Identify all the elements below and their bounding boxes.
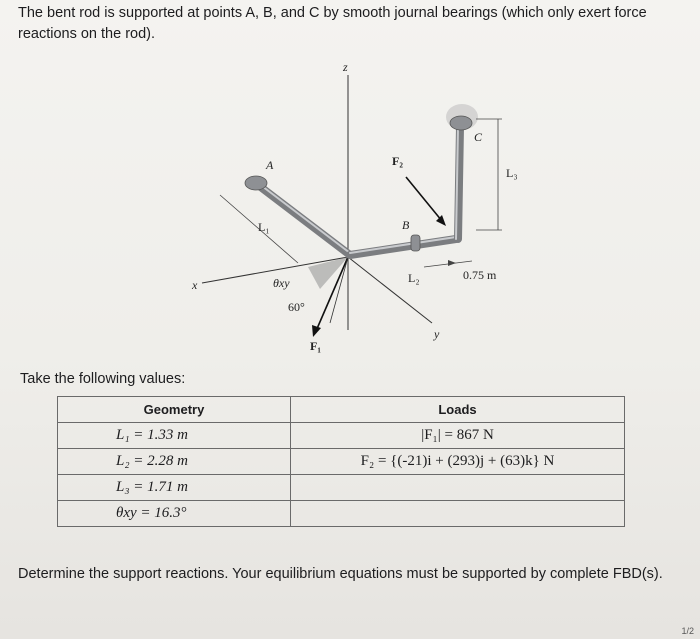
rod-segment-l2 [350, 239, 456, 255]
bearing-c-icon [450, 116, 472, 130]
values-table [57, 396, 625, 527]
problem-statement: The bent rod is supported at points A, B, and C by smooth journal bearings (which only exert force reactions on the rod). [18, 5, 647, 42]
point-b-label: B [402, 218, 410, 232]
loads-cell: |F₁| = 867 N [291, 423, 625, 449]
loads-cell [291, 475, 625, 501]
rod-segment-l1 [258, 185, 350, 255]
table-row [58, 475, 625, 501]
angle-60-label: 60° [288, 300, 305, 314]
l2-label: L₂ [408, 271, 420, 285]
f1-arrowhead-icon [312, 325, 321, 337]
geometry-cell: L₁ = 1.33 m [58, 423, 291, 449]
x-axis-label: x [192, 278, 198, 292]
loads-header: Loads [291, 397, 625, 423]
l1-label: L₁ [258, 220, 270, 234]
bearing-b-icon [411, 235, 420, 251]
geometry-cell: L₃ = 1.71 m [58, 475, 291, 501]
z-axis-label: z [343, 60, 348, 74]
loads-cell: F₂ = {(-21)i + (293)j + (63)k} N [291, 449, 625, 475]
bent-rod-figure [180, 55, 540, 360]
f2-arrow [406, 177, 442, 221]
table-header-row [58, 397, 625, 423]
theta-wedge [308, 257, 348, 289]
table-row [58, 449, 625, 475]
geometry-header: Geometry [58, 397, 291, 423]
loads-cell [291, 501, 625, 527]
page-number: 1/2 [681, 626, 694, 636]
theta-label: θxy [273, 276, 290, 290]
y-axis-label: y [434, 327, 440, 341]
point-a-label: A [266, 158, 274, 172]
rod-segment-l1-highlight [258, 183, 350, 253]
point-c-label: C [474, 130, 483, 144]
values-intro: Take the following values: [20, 371, 186, 387]
f1-label: F₁ [310, 339, 321, 353]
geometry-cell: L₂ = 2.28 m [58, 449, 291, 475]
geometry-cell: θxy = 16.3° [58, 501, 291, 527]
bearing-a-icon [245, 176, 267, 190]
dim-075-arrowhead-icon [448, 260, 456, 266]
f2-label: F₂ [392, 154, 403, 168]
dimension-075-label: 0.75 m [463, 268, 497, 282]
table-row [58, 423, 625, 449]
l3-label: L₃ [506, 166, 518, 180]
task-instruction: Determine the support reactions. Your equilibrium equations must be supported by complete FBD(s). [18, 566, 663, 582]
y-axis [348, 257, 432, 323]
table-row [58, 501, 625, 527]
